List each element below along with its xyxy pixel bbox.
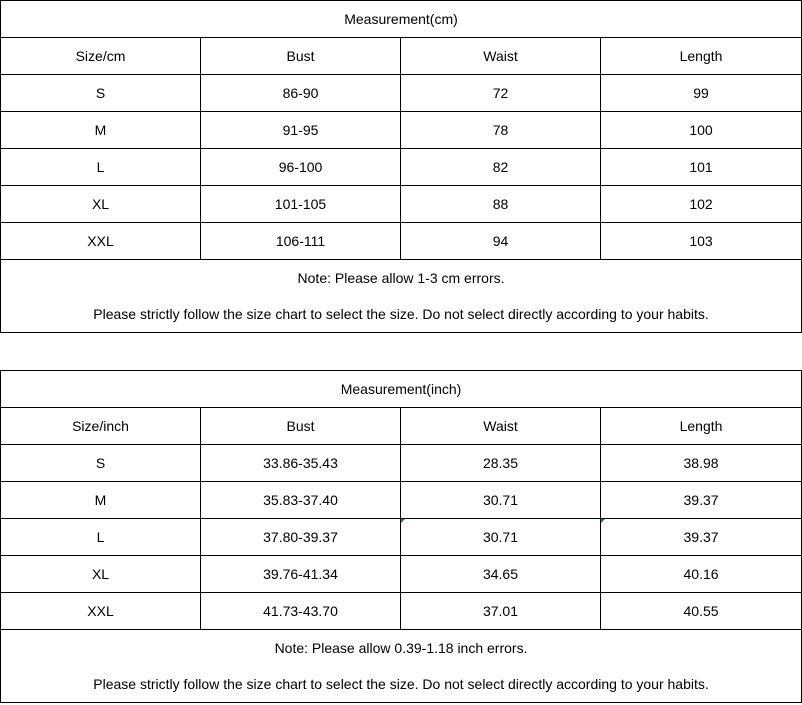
- size-cell: M: [1, 482, 201, 519]
- notice-row: [1, 296, 802, 333]
- column-header-waist: Waist: [401, 38, 601, 75]
- table-row: [1, 445, 802, 482]
- column-header-length: Length: [601, 408, 802, 445]
- note-row: [1, 630, 802, 667]
- bust-cell: 101-105: [201, 186, 401, 223]
- bust-cell: 86-90: [201, 75, 401, 112]
- length-cell: 39.37: [601, 482, 802, 519]
- size-cell: L: [1, 519, 201, 556]
- error-note: Note: Please allow 0.39-1.18 inch errors.: [1, 630, 802, 667]
- size-table-inch: [0, 370, 802, 703]
- bust-cell: 37.80-39.37: [201, 519, 401, 556]
- size-cell: S: [1, 445, 201, 482]
- table-row: [1, 112, 802, 149]
- length-cell: 101: [601, 149, 802, 186]
- size-cell: XXL: [1, 223, 201, 260]
- column-header-length: Length: [601, 38, 802, 75]
- cell-marker-icon: [401, 519, 405, 523]
- length-cell: 38.98: [601, 445, 802, 482]
- error-note: Note: Please allow 1-3 cm errors.: [1, 260, 802, 297]
- waist-cell: 78: [401, 112, 601, 149]
- size-table-cm: [0, 0, 802, 333]
- size-cell: XXL: [1, 593, 201, 630]
- bust-cell: 106-111: [201, 223, 401, 260]
- length-cell: 40.16: [601, 556, 802, 593]
- size-cell: XL: [1, 556, 201, 593]
- table-title-row: [1, 1, 802, 38]
- column-header-waist: Waist: [401, 408, 601, 445]
- table-row: [1, 75, 802, 112]
- bust-cell: 96-100: [201, 149, 401, 186]
- table-header-row: [1, 38, 802, 75]
- waist-cell: 88: [401, 186, 601, 223]
- column-header-size: Size/cm: [1, 38, 201, 75]
- table-title: Measurement(inch): [1, 371, 802, 408]
- table-header-row: [1, 408, 802, 445]
- length-cell: 102: [601, 186, 802, 223]
- length-cell: 99: [601, 75, 802, 112]
- column-header-bust: Bust: [201, 38, 401, 75]
- notice-row: [1, 666, 802, 703]
- column-header-size: Size/inch: [1, 408, 201, 445]
- column-header-bust: Bust: [201, 408, 401, 445]
- bust-cell: 91-95: [201, 112, 401, 149]
- length-cell: 103: [601, 223, 802, 260]
- waist-cell: 72: [401, 75, 601, 112]
- cell-marker-icon: [601, 519, 605, 523]
- table-row: [1, 482, 802, 519]
- size-notice: Please strictly follow the size chart to select the size. Do not select directly according to your habits.: [1, 296, 802, 333]
- bust-cell: 33.86-35.43: [201, 445, 401, 482]
- table-title: Measurement(cm): [1, 1, 802, 38]
- table-row: [1, 556, 802, 593]
- note-row: [1, 260, 802, 297]
- waist-cell: 28.35: [401, 445, 601, 482]
- bust-cell: 39.76-41.34: [201, 556, 401, 593]
- table-row: [1, 519, 802, 556]
- length-cell: 40.55: [601, 593, 802, 630]
- size-notice: Please strictly follow the size chart to select the size. Do not select directly according to your habits.: [1, 666, 802, 703]
- table-title-row: [1, 371, 802, 408]
- table-row: [1, 149, 802, 186]
- table-row: [1, 593, 802, 630]
- waist-cell: 37.01: [401, 593, 601, 630]
- size-cell: M: [1, 112, 201, 149]
- waist-cell: 82: [401, 149, 601, 186]
- length-cell: 39.37: [601, 519, 802, 556]
- length-cell: 100: [601, 112, 802, 149]
- table-row: [1, 186, 802, 223]
- size-cell: S: [1, 75, 201, 112]
- bust-cell: 35.83-37.40: [201, 482, 401, 519]
- size-cell: L: [1, 149, 201, 186]
- table-row: [1, 223, 802, 260]
- waist-cell: 94: [401, 223, 601, 260]
- size-cell: XL: [1, 186, 201, 223]
- waist-cell: 34.65: [401, 556, 601, 593]
- bust-cell: 41.73-43.70: [201, 593, 401, 630]
- waist-cell: 30.71: [401, 482, 601, 519]
- waist-cell: 30.71: [401, 519, 601, 556]
